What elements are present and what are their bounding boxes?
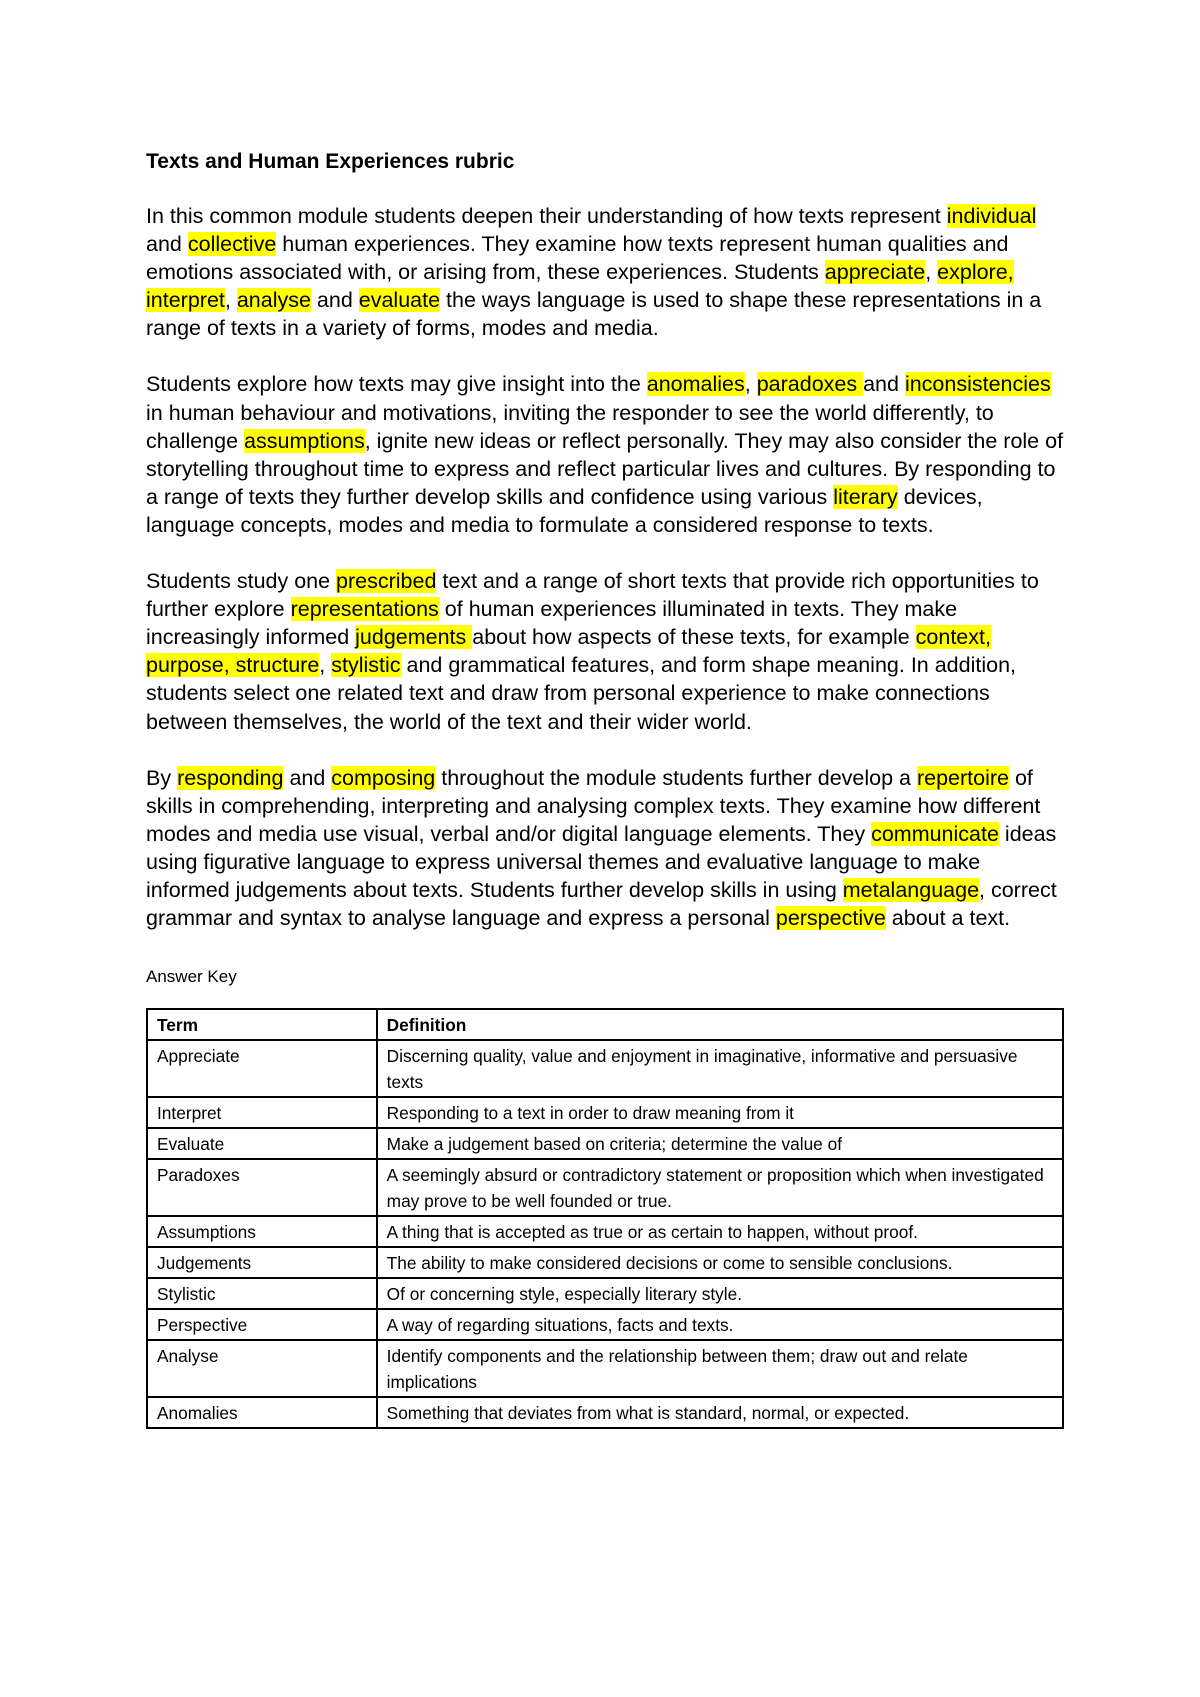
text-segment: the ways language is used to shape these representations in a range of texts in a variety of forms, modes and media.: [146, 288, 1042, 341]
term-cell: Stylistic: [147, 1278, 377, 1309]
table-row: [147, 1247, 1063, 1278]
paragraph: [146, 567, 1066, 736]
highlighted-term: composing: [331, 765, 436, 790]
column-header-definition: Definition: [377, 1009, 1063, 1040]
term-cell: Appreciate: [147, 1040, 377, 1097]
text-segment: ,: [224, 288, 237, 313]
table-row: [147, 1278, 1063, 1309]
highlighted-term: evaluate: [358, 288, 441, 313]
text-segment: of human experiences illuminated in texts. They make increasingly informed: [146, 597, 958, 650]
text-segment: about how aspects of these texts, for example: [472, 625, 916, 650]
term-cell: Anomalies: [147, 1397, 377, 1428]
highlighted-term: metalanguage: [842, 877, 980, 902]
table-header-row: [147, 1009, 1063, 1040]
definition-cell: Responding to a text in order to draw meaning from it: [377, 1097, 1063, 1128]
highlighted-term: explore, interpret: [146, 260, 1014, 313]
answer-key-heading: Answer Key: [146, 967, 237, 987]
highlighted-term: literary: [833, 484, 898, 509]
text-segment: and: [283, 765, 332, 790]
text-segment: ,: [925, 260, 938, 285]
definition-cell: A seemingly absurd or contradictory statement or proposition which when investigated may prove to be well founded or true.: [377, 1159, 1063, 1216]
highlighted-term: repertoire: [916, 765, 1009, 790]
paragraph: [146, 764, 1066, 933]
body-text: [146, 202, 1066, 932]
table-row: [147, 1397, 1063, 1428]
table-row: [147, 1097, 1063, 1128]
definition-cell: Something that deviates from what is standard, normal, or expected.: [377, 1397, 1063, 1428]
table-row: [147, 1216, 1063, 1247]
column-header-term: Term: [147, 1009, 377, 1040]
definition-cell: A thing that is accepted as true or as certain to happen, without proof.: [377, 1216, 1063, 1247]
text-segment: , ignite new ideas or reflect personally. They may also consider the role of storytelling throughout time to express and reflect particular lives and cultures. By responding to a range of texts they further develop skills and confidence using various: [146, 428, 1064, 509]
highlighted-term: paradoxes: [756, 372, 864, 397]
definition-cell: Of or concerning style, especially literary style.: [377, 1278, 1063, 1309]
text-segment: in human behaviour and motivations, inviting the responder to see the world differently, to challenge: [146, 400, 994, 453]
document-page: [146, 148, 1066, 1429]
table-row: [147, 1309, 1063, 1340]
highlighted-term: anomalies: [646, 372, 745, 397]
table-row: [147, 1340, 1063, 1397]
definition-cell: Make a judgement based on criteria; determine the value of: [377, 1128, 1063, 1159]
highlighted-term: collective: [187, 232, 277, 257]
text-segment: devices, language concepts, modes and media to formulate a considered response to texts.: [146, 484, 983, 537]
text-segment: text and a range of short texts that provide rich opportunities to further explore: [146, 569, 1039, 622]
highlighted-term: judgements: [355, 625, 473, 650]
term-cell: Perspective: [147, 1309, 377, 1340]
paragraph: [146, 370, 1066, 539]
highlighted-term: inconsistencies: [904, 372, 1051, 397]
text-segment: ideas using figurative language to express universal themes and evaluative language to make informed judgements about texts. Students further develop skills in using: [146, 821, 1057, 902]
answer-key-table: [146, 1008, 1064, 1429]
highlighted-term: assumptions: [244, 428, 365, 453]
term-cell: Judgements: [147, 1247, 377, 1278]
text-segment: Students study one: [146, 569, 337, 594]
term-cell: Evaluate: [147, 1128, 377, 1159]
definition-cell: A way of regarding situations, facts and texts.: [377, 1309, 1063, 1340]
text-segment: ,: [744, 372, 757, 397]
text-segment: and: [863, 372, 905, 397]
highlighted-term: prescribed: [336, 569, 437, 594]
term-cell: Assumptions: [147, 1216, 377, 1247]
text-segment: Students explore how texts may give insight into the: [146, 372, 647, 397]
document-title: Texts and Human Experiences rubric: [146, 150, 515, 173]
text-segment: By: [146, 765, 178, 790]
table-row: [147, 1128, 1063, 1159]
text-segment: throughout the module students further develop a: [435, 765, 917, 790]
highlighted-term: analyse: [236, 288, 311, 313]
highlighted-term: individual: [946, 204, 1037, 228]
text-segment: In this common module students deepen their understanding of how texts represent: [146, 204, 947, 228]
text-segment: about a text.: [885, 906, 1011, 931]
highlighted-term: stylistic: [331, 653, 401, 678]
text-segment: of skills in comprehending, interpreting and analysing complex texts. They examine how different modes and media use visual, verbal and/or digital language elements. They: [146, 765, 1041, 846]
definition-cell: The ability to make considered decisions or come to sensible conclusions.: [377, 1247, 1063, 1278]
text-segment: and grammatical features, and form shape meaning. In addition, students select one related text and draw from personal experience to make connections between themselves, the world of the text and their wider world.: [146, 653, 1017, 734]
highlighted-term: perspective: [775, 906, 886, 931]
term-cell: Analyse: [147, 1340, 377, 1397]
highlighted-term: representations: [290, 597, 439, 622]
highlighted-term: communicate: [871, 821, 999, 846]
text-segment: , correct grammar and syntax to analyse language and express a personal: [146, 877, 1057, 931]
highlighted-term: appreciate: [824, 260, 926, 285]
paragraph: [146, 202, 1066, 342]
definition-cell: Identify components and the relationship between them; draw out and relate implications: [377, 1340, 1063, 1397]
highlighted-term: context, purpose, structure: [146, 625, 991, 678]
term-cell: Interpret: [147, 1097, 377, 1128]
table-row: [147, 1159, 1063, 1216]
text-segment: and: [146, 232, 188, 257]
highlighted-term: responding: [177, 765, 284, 790]
text-segment: human experiences. They examine how texts represent human qualities and emotions associated with, or arising from, these experiences. Students: [146, 232, 1009, 285]
table-row: [147, 1040, 1063, 1097]
definition-cell: Discerning quality, value and enjoyment in imaginative, informative and persuasive texts: [377, 1040, 1063, 1097]
term-cell: Paradoxes: [147, 1159, 377, 1216]
text-segment: ,: [319, 653, 332, 678]
text-segment: and: [310, 288, 359, 313]
